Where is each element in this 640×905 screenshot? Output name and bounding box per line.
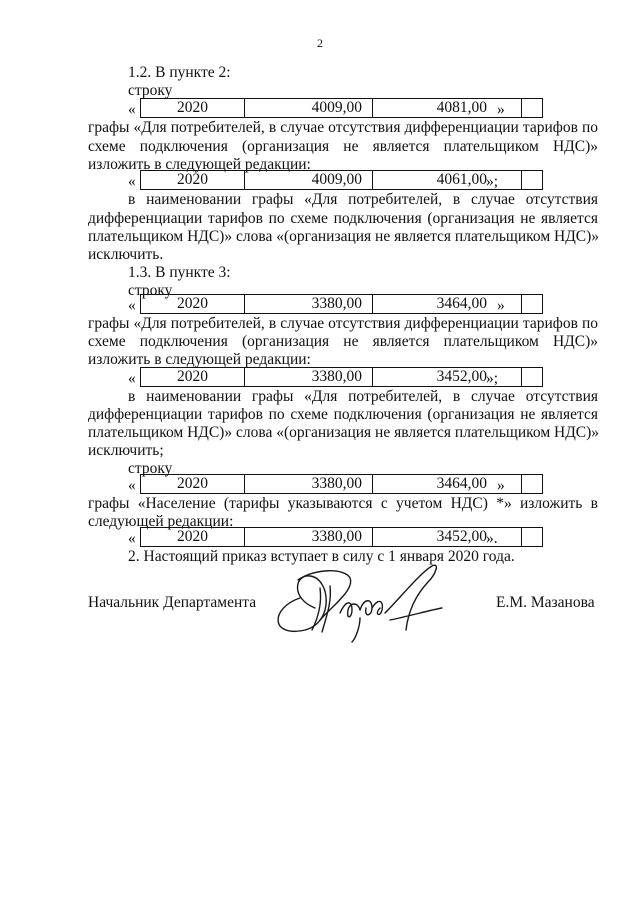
signatory-name: Е.М. Мазанова xyxy=(496,594,595,611)
value-cell-1: 4009,00 xyxy=(245,99,373,118)
tariff-row-naselenie-new xyxy=(140,527,543,547)
handwritten-signature xyxy=(260,558,460,643)
row-quote-open: « xyxy=(128,297,136,314)
empty-cell xyxy=(522,368,543,387)
iskl-text: исключить. xyxy=(88,246,164,263)
section-1-2-stroku: строку xyxy=(128,82,173,99)
row-quote-open: « xyxy=(128,370,136,387)
row-quote-close: »; xyxy=(486,173,499,190)
year-cell: 2020 xyxy=(141,295,245,314)
izlozhit-text: изложить в следующей редакции: xyxy=(88,156,311,173)
value-cell-1: 3380,00 xyxy=(245,368,373,387)
row-quote-open: « xyxy=(128,173,136,190)
naim-line-2: дифференциации тарифов по схеме подключения (организация не является xyxy=(88,406,598,423)
section-1-2-heading: 1.2. В пункте 2: xyxy=(128,64,231,81)
value-cell-2: 3464,00 xyxy=(373,295,522,314)
tariff-row-1-2-old xyxy=(140,98,543,118)
naselenie-line: графы «Население (тарифы указываются с учетом НДС) *» изложить в xyxy=(88,495,598,512)
value-cell-2: 4061,00 xyxy=(373,171,522,190)
tariff-row-1-3-new xyxy=(140,367,543,387)
row-quote-open: « xyxy=(128,477,136,494)
tariff-row-naselenie-old xyxy=(140,474,543,494)
empty-cell xyxy=(522,295,543,314)
grafy-line-1: графы «Для потребителей, в случае отсутствия дифференциации тарифов по xyxy=(88,315,598,332)
stroku-text: строку xyxy=(128,460,173,477)
empty-cell xyxy=(522,528,543,547)
naim-line-2: дифференциации тарифов по схеме подключения (организация не является xyxy=(88,210,598,227)
tariff-row-1-2-new xyxy=(140,170,543,190)
section-1-3-stroku: строку xyxy=(128,282,173,299)
grafy-line-2: схеме подключения (организация не является плательщиком НДС)» xyxy=(88,138,598,155)
grafy-line-2: схеме подключения (организация не является плательщиком НДС)» xyxy=(88,333,598,350)
value-cell-2: 3464,00 xyxy=(373,475,522,494)
signatory-position: Начальник Департамента xyxy=(88,594,257,611)
value-cell-1: 3380,00 xyxy=(245,528,373,547)
year-cell: 2020 xyxy=(141,528,245,547)
page-number: 2 xyxy=(317,36,323,50)
iskl-text: исключить; xyxy=(88,442,164,459)
value-cell-1: 4009,00 xyxy=(245,171,373,190)
row-quote-close: » xyxy=(497,477,505,494)
izlozhit-text: изложить в следующей редакции: xyxy=(88,351,311,368)
year-cell: 2020 xyxy=(141,171,245,190)
value-cell-1: 3380,00 xyxy=(245,475,373,494)
naim-line-1: в наименовании графы «Для потребителей, в случае отсутствия xyxy=(128,388,598,405)
empty-cell xyxy=(522,171,543,190)
value-cell-2: 4081,00 xyxy=(373,99,522,118)
empty-cell xyxy=(522,475,543,494)
value-cell-1: 3380,00 xyxy=(245,295,373,314)
empty-cell xyxy=(522,99,543,118)
year-cell: 2020 xyxy=(141,368,245,387)
value-cell-2: 3452,00 xyxy=(373,368,522,387)
section-2-text: 2. Настоящий приказ вступает в силу с 1 января 2020 года. xyxy=(128,548,515,565)
year-cell: 2020 xyxy=(141,475,245,494)
value-cell-2: 3452,00 xyxy=(373,528,522,547)
year-cell: 2020 xyxy=(141,99,245,118)
naim-line-3: плательщиком НДС)» слова «(организация не является плательщиком НДС)» xyxy=(88,228,600,245)
row-quote-open: « xyxy=(128,101,136,118)
naim-line-3: плательщиком НДС)» слова «(организация не является плательщиком НДС)» xyxy=(88,424,600,441)
sled-text: следующей редакции: xyxy=(88,513,234,530)
section-1-3-heading: 1.3. В пункте 3: xyxy=(128,264,231,281)
row-quote-close: » xyxy=(497,101,505,118)
row-quote-close: ». xyxy=(486,530,498,547)
grafy-line-1: графы «Для потребителей, в случае отсутствия дифференциации тарифов по xyxy=(88,119,598,136)
row-quote-close: » xyxy=(497,297,505,314)
row-quote-close: »; xyxy=(486,370,499,387)
row-quote-open: « xyxy=(128,530,136,547)
tariff-row-1-3-old xyxy=(140,294,543,314)
naim-line-1: в наименовании графы «Для потребителей, в случае отсутствия xyxy=(128,191,598,208)
